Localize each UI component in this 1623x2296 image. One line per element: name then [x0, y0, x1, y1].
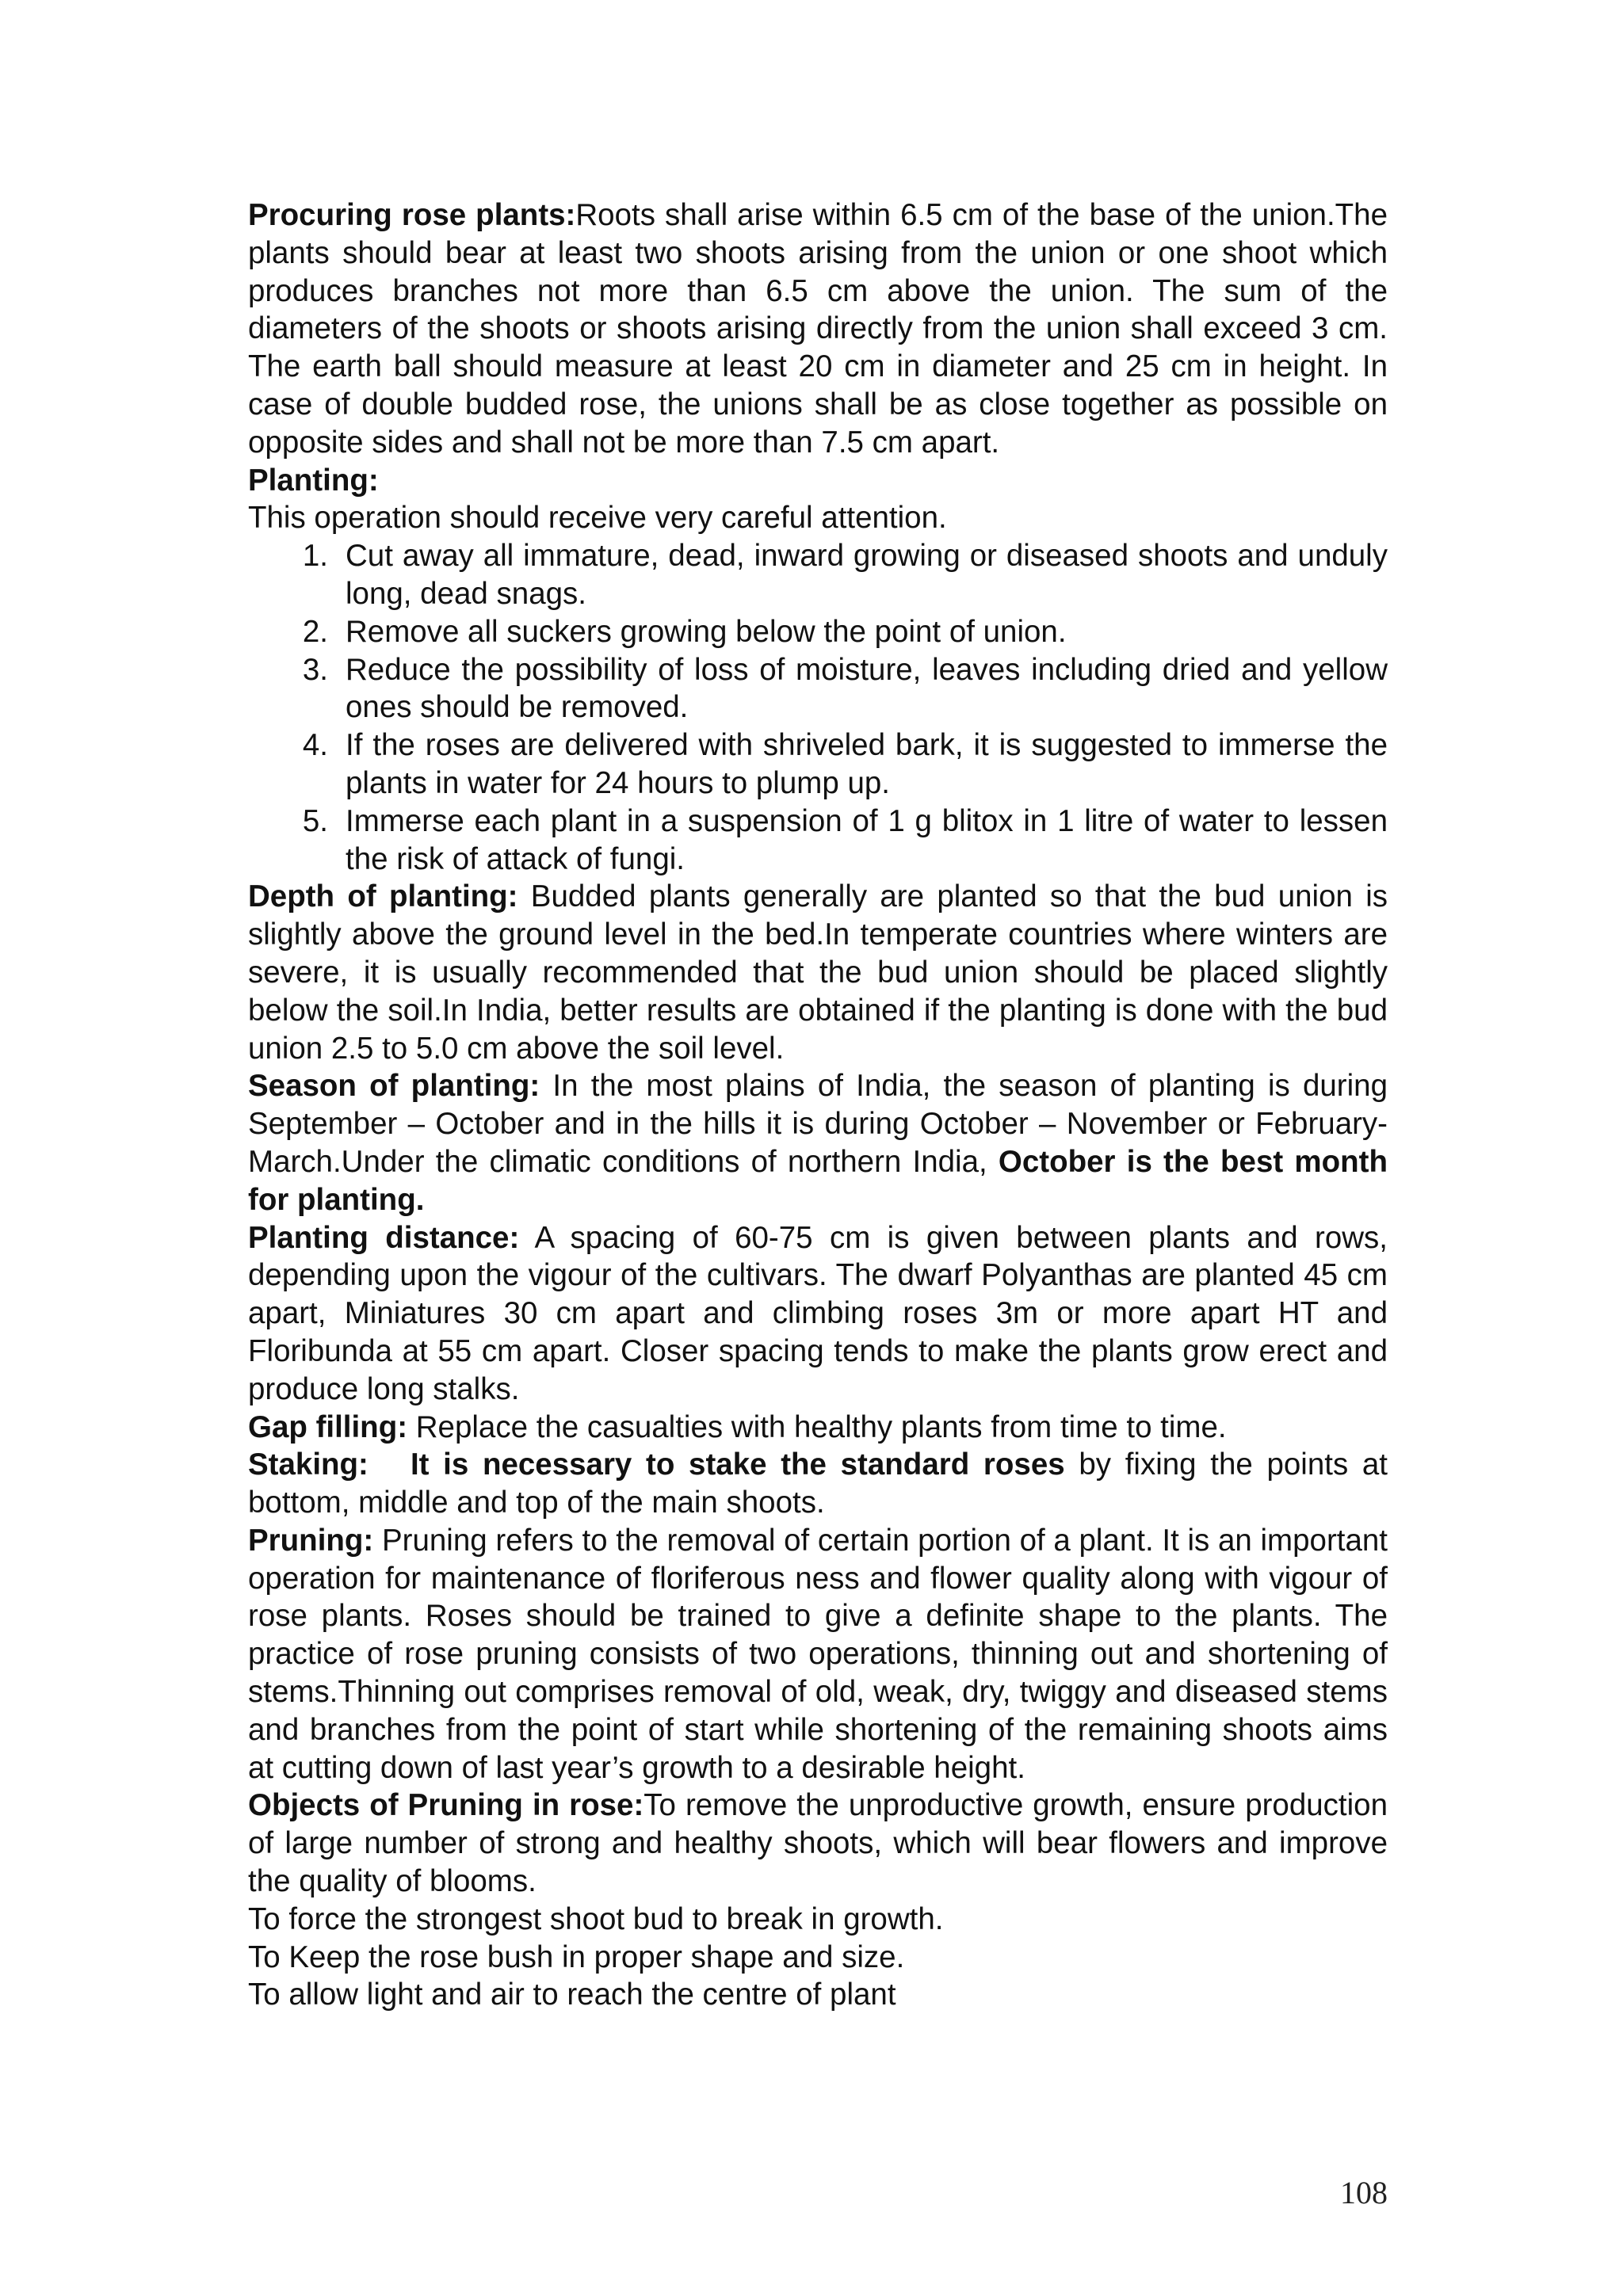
depth-paragraph: [248, 878, 1388, 1067]
gap-heading: Gap filling:: [248, 1409, 408, 1444]
planting-steps-list: [248, 537, 1388, 878]
pruning-paragraph: [248, 1522, 1388, 1787]
list-item-text: Remove all suckers growing below the point of union.: [346, 614, 1067, 649]
objects-heading: Objects of Pruning in rose:: [248, 1788, 644, 1823]
distance-paragraph: [248, 1219, 1388, 1409]
list-item: [302, 537, 1388, 613]
procuring-paragraph: [248, 196, 1388, 462]
list-item: [302, 651, 1388, 727]
distance-heading: Planting distance:: [248, 1220, 520, 1255]
procuring-heading: Procuring rose plants:: [248, 198, 576, 232]
list-item: [302, 803, 1388, 879]
gap-text: Replace the casualties with healthy plants from time to time.: [407, 1409, 1227, 1444]
page-number: 108: [1340, 2175, 1388, 2210]
list-item-number: 1.: [302, 539, 328, 574]
staking-heading: Staking:: [248, 1447, 369, 1482]
objects-text: To remove the unproductive growth, ensure production of large number of strong and healthy shoots, which will bear flowers and improve the quality of blooms.: [248, 1788, 1388, 1899]
depth-text: Budded plants generally are planted so that the bud union is slightly above the ground level in the bed.In temperate countries where winters are severe, it is usually recommended that the bud union should be placed slightly below the soil.In India, better results are obtained if the planting is done with the bud union 2.5 to 5.0 cm above the soil level.: [248, 879, 1388, 1066]
distance-text: A spacing of 60-75 cm is given between plants and rows, depending upon the vigour of the cultivars. The dwarf Polyanthas are planted 45 cm apart, Miniatures 30 cm apart and climbing roses 3m or more apart HT and Floribunda at 55 cm apart. Closer spacing tends to make the plants grow erect and produce long stalks.: [248, 1220, 1388, 1406]
list-item-number: 4.: [302, 728, 328, 763]
staking-text: by fixing the points at bottom, middle and top of the main shoots.: [248, 1447, 1388, 1520]
staking-emphasis: It is necessary to stake the standard roses: [410, 1447, 1065, 1482]
season-emphasis: October is the best month for planting.: [248, 1144, 1388, 1217]
staking-paragraph: [248, 1446, 1388, 1522]
objects-line: To force the strongest shoot bud to break in growth.: [248, 1901, 944, 1936]
list-item-number: 5.: [302, 803, 328, 838]
planting-heading: Planting:: [248, 463, 379, 498]
page-body: [248, 196, 1388, 2014]
list-item-number: 2.: [302, 614, 328, 649]
objects-line: To Keep the rose bush in proper shape and size.: [248, 1939, 905, 1974]
planting-intro: This operation should receive very careful attention.: [248, 501, 947, 536]
list-item-text: Immerse each plant in a suspension of 1 g blitox in 1 litre of water to lessen the risk of attack of fungi.: [346, 803, 1388, 876]
gap-paragraph: [248, 1409, 1388, 1447]
list-item-number: 3.: [302, 652, 328, 687]
objects-line: To allow light and air to reach the centre of plant: [248, 1978, 896, 2012]
season-paragraph: [248, 1067, 1388, 1219]
depth-heading: Depth of planting:: [248, 879, 518, 914]
list-item-text: If the roses are delivered with shriveled bark, it is suggested to immerse the plants in water for 24 hours to plump up.: [346, 728, 1388, 800]
procuring-text: Roots shall arise within 6.5 cm of the base of the union.The plants should bear at least two shoots arising from the union or one shoot which produces branches not more than 6.5 cm above the union. The sum of the diameters of the shoots or shoots arising directly from the union shall exceed 3 cm. The earth ball should measure at least 20 cm in diameter and 25 cm in height. In case of double budded rose, the unions shall be as close together as possible on opposite sides and shall not be more than 7.5 cm apart.: [248, 198, 1388, 460]
season-heading: Season of planting:: [248, 1069, 540, 1104]
list-item-text: Cut away all immature, dead, inward growing or diseased shoots and unduly long, dead snags.: [346, 539, 1388, 611]
objects-paragraph: [248, 1787, 1388, 1900]
list-item-text: Reduce the possibility of loss of moisture, leaves including dried and yellow ones should be removed.: [346, 652, 1388, 725]
pruning-text: Pruning refers to the removal of certain portion of a plant. It is an important operation for maintenance of floriferous ness and flower quality along with vigour of rose plants. Roses should be trained to give a definite shape to the plants. The practice of rose pruning consists of two operations, thinning out and shortening of stems.Thinning out comprises removal of old, weak, dry, twiggy and diseased stems and branches from the point of start while shortening of the remaining shoots aims at cutting down of last year’s growth to a desirable height.: [248, 1523, 1388, 1785]
list-item: [302, 613, 1388, 651]
list-item: [302, 727, 1388, 803]
pruning-heading: Pruning:: [248, 1523, 374, 1558]
season-text: In the most plains of India, the season of planting is during September – October and in the hills it is during October – November or February-March.Under the climatic conditions of northern India,: [248, 1069, 1388, 1179]
